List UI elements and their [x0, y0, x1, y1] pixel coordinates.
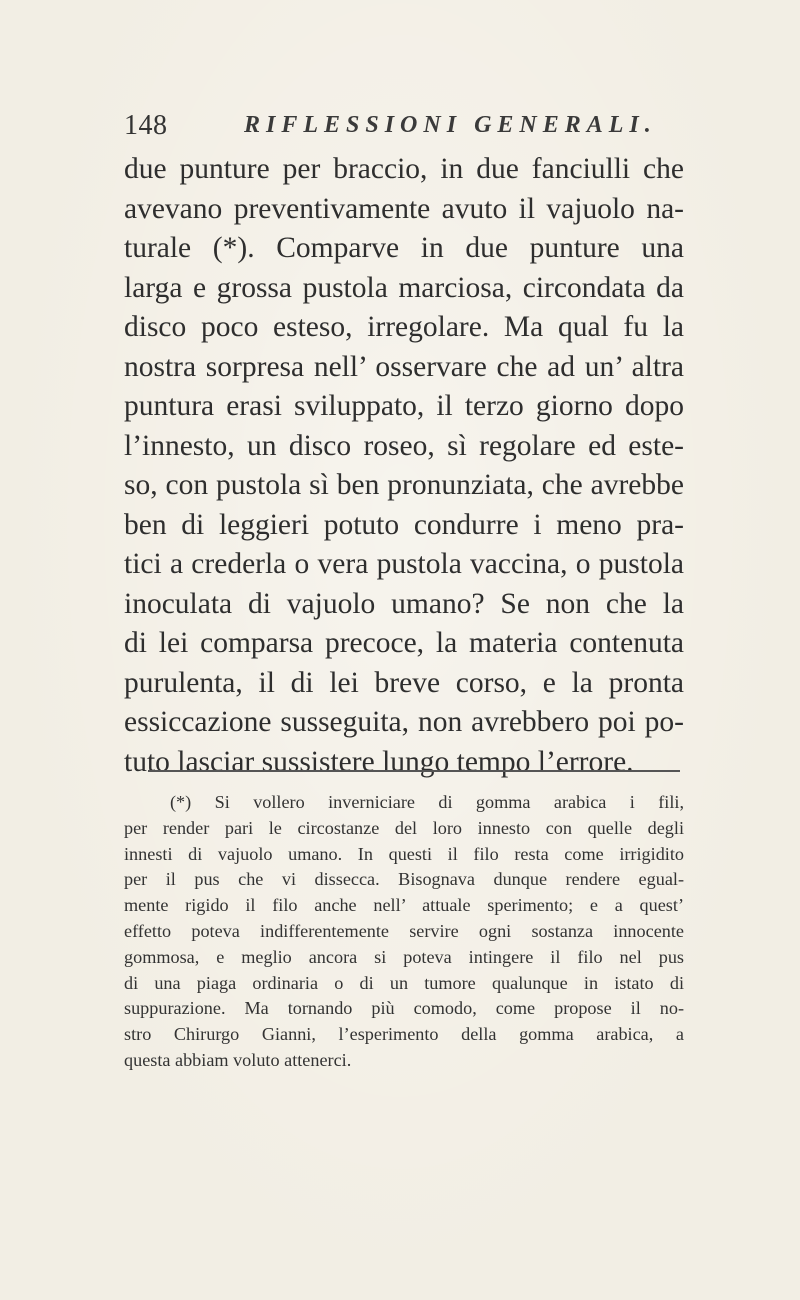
running-head: RIFLESSIONI GENERALI. — [244, 112, 657, 138]
page-header — [124, 110, 684, 150]
text-line: puntura erasi sviluppato, il terzo giorno dopo — [124, 390, 684, 422]
text-line: essiccazione susseguita, non avrebbero poi po- — [124, 706, 684, 738]
footnote-line: effetto poteva indifferentemente servire ogni sostanza innocente — [124, 920, 684, 941]
footnote-line: di una piaga ordinaria o di un tumore qualunque in istato di — [124, 972, 684, 993]
page-number: 148 — [124, 110, 168, 141]
footnote-line: stro Chirurgo Gianni, l’esperimento della gomma arabica, a — [124, 1024, 684, 1045]
text-line: nostra sorpresa nell’ osservare che ad un’ altra — [124, 350, 684, 383]
footnote-line: mente rigido il filo anche nell’ attuale sperimento; e a quest’ — [124, 895, 684, 916]
footnote-line: (*) Si vollero inverniciare di gomma arabica i fili, — [170, 792, 684, 812]
footnote-line: per render pari le circostanze del loro innesto con quelle degli — [124, 817, 684, 838]
text-line: disco poco esteso, irregolare. Ma qual fu la — [124, 311, 684, 343]
footnote-line: innesti di vajuolo umano. In questi il filo resta come irrigidito — [124, 843, 684, 864]
text-line: tici a crederla o vera pustola vaccina, o pustola — [124, 548, 684, 580]
main-text — [124, 150, 684, 782]
text-line: l’innesto, un disco roseo, sì regolare ed este- — [124, 429, 684, 462]
text-line: purulenta, il di lei breve corso, e la pronta — [124, 666, 684, 699]
footnote-line: gommosa, e meglio ancora si poteva intingere il filo nel pus — [124, 946, 684, 967]
footnote — [124, 790, 684, 1074]
text-line: tuto lasciar sussistere lungo tempo l’errore. — [124, 745, 634, 778]
text-line: turale (*). Comparve in due punture una — [124, 232, 684, 264]
footnote-line: questa abbiam voluto attenerci. — [124, 1049, 352, 1070]
text-line: inoculata di vajuolo umano? Se non che la — [124, 587, 684, 620]
text-line: so, con pustola sì ben pronunziata, che avrebbe — [124, 469, 684, 501]
text-line: avevano preventivamente avuto il vajuolo na- — [124, 192, 684, 225]
text-line: ben di leggieri potuto condurre i meno pra- — [124, 508, 684, 541]
footnote-line: per il pus che vi dissecca. Bisognava dunque rendere egual- — [124, 869, 684, 890]
footnote-divider — [148, 770, 680, 772]
footnote-line: suppurazione. Ma tornando più comodo, come propose il no- — [124, 998, 684, 1019]
text-line: larga e grossa pustola marciosa, circondata da — [124, 271, 684, 304]
text-line: di lei comparsa precoce, la materia contenuta — [124, 627, 684, 659]
text-line: due punture per braccio, in due fanciulli che — [124, 153, 684, 185]
